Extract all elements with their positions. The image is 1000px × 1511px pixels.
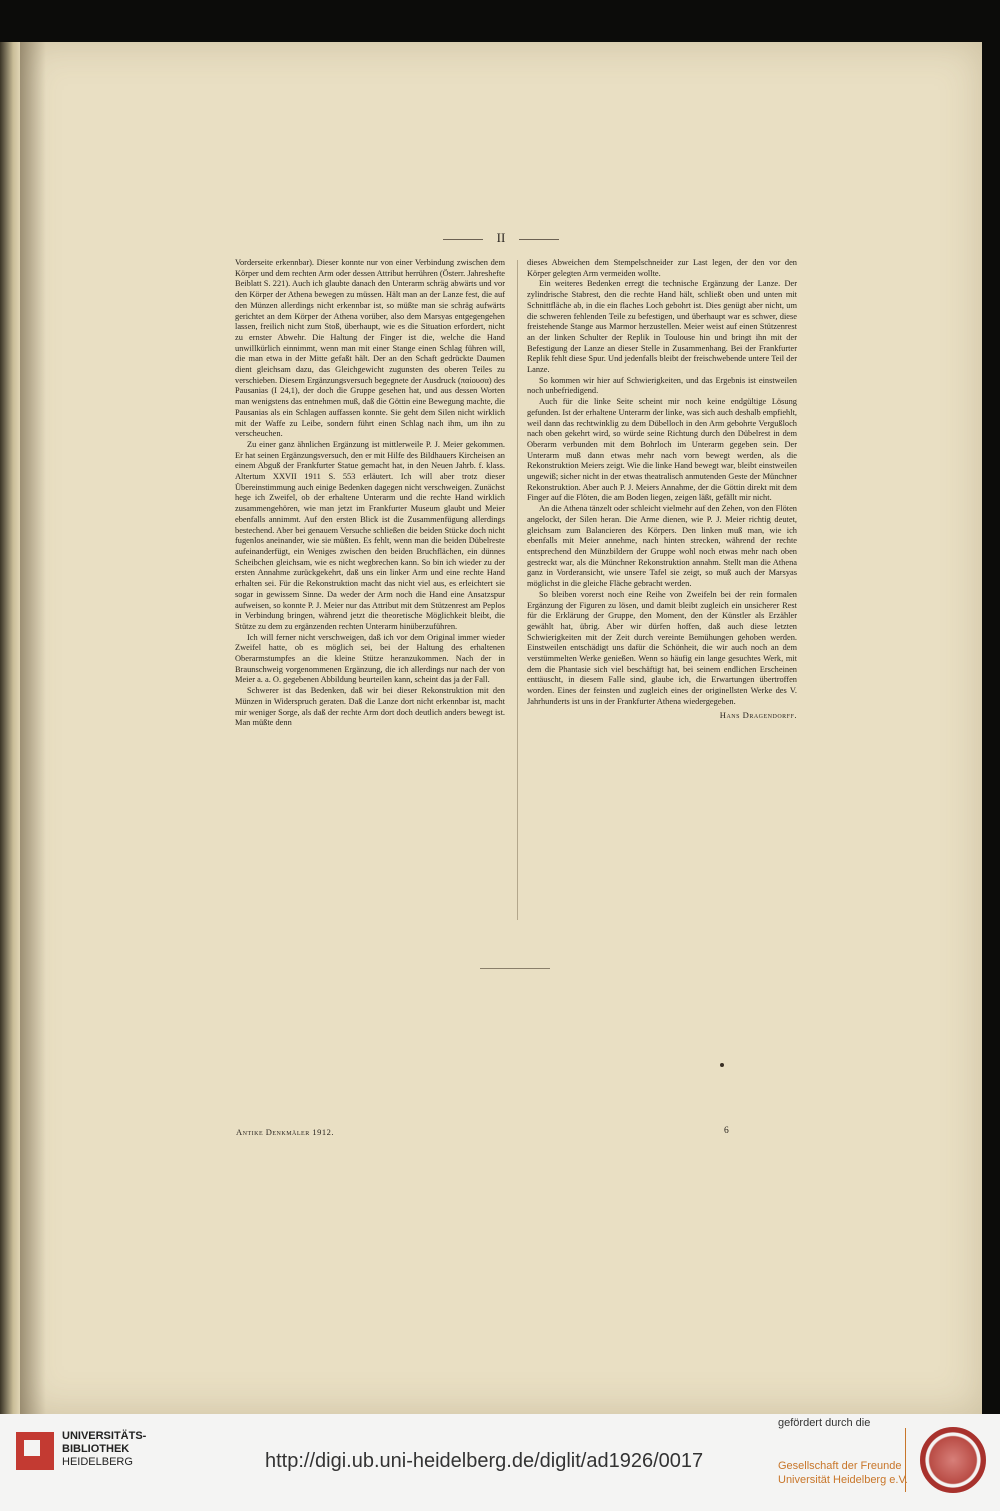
author-signature: Hans Dragendorff. <box>719 709 797 720</box>
paragraph: So kommen wir hier auf Schwierigkeiten, und das Ergebnis ist einstweilen noch unbefriedigend. <box>527 375 797 396</box>
left-column <box>235 258 505 729</box>
sponsor-divider <box>905 1428 906 1492</box>
library-name: UNIVERSITÄTS- BIBLIOTHEK HEIDELBERG <box>62 1430 147 1468</box>
permalink-url[interactable]: http://digi.ub.uni-heidelberg.de/diglit/ad1926/0017 <box>265 1450 704 1472</box>
paragraph: Ich will ferner nicht verschweigen, daß ich vor dem Original immer wieder Zweifel hatte, ob es möglich sei, bei der Haltung des erhaltenen Oberarmstumpfes an die kleine Stütze heranzukommen. Nach der in Braunschweig vorgenommenen Ergänzung, die ich allerdings nur nach der von Meier a. a. O. gegebenen Abbildung beurteilen kann, scheint das ja der Fall. <box>235 632 505 685</box>
university-library-logo-icon <box>16 1432 54 1470</box>
paragraph: dieses Abweichen dem Stempelschneider zur Last legen, der den vor den Körper gelegten Arm vermeiden wollte. <box>527 258 797 278</box>
paper-speck <box>720 1063 724 1067</box>
folio-number: 6 <box>724 1126 729 1136</box>
running-footer: Antike Denkmäler 1912. <box>236 1127 334 1137</box>
paragraph: An die Athena tänzelt oder schleicht vielmehr auf den Zehen, von den Flöten angelockt, der Silen heran. Die Arme dienen, wie P. J. Meier richtig deutet, gleichsam zum Balancieren des Körpers. Den linken muß man, wie ich ebenfalls mit Meier annehme, nach hinten strecken, während der rechte entsprechend den Münzbildern der Gruppe wohl noch etwas mehr nach oben gestreckt war, als die Münchner Rekonstruktion annahm. Stellt man die Athena ganz in Vorderansicht, wie unsere Tafel sie zeigt, so muß auch der Marsyas möglichst in die gleiche Fläche gebracht werden. <box>527 504 797 589</box>
page-edge <box>0 42 22 1414</box>
end-rule <box>480 968 550 969</box>
paragraph: Schwerer ist das Bedenken, daß wir bei dieser Rekonstruktion mit den Münzen in Widerspruch geraten. Daß die Lanze dort nicht erkennbar ist, macht mir weniger Sorge, als daß der rechte Arm dort doch deutlich anders bewegt ist. Man müßte denn <box>235 686 505 728</box>
paragraph: Ein weiteres Bedenken erregt die technische Ergänzung der Lanze. Der zylindrische Stabrest, den die rechte Hand hält, schließt oben und unten mit Schnittfläche ab, in die ein flaches Loch gebohrt ist. Dies genügt aber nicht, um die schweren fehlenden Teile zu befestigen, und überhaupt war es schwer, diese freistehende Stange aus Marmor herzustellen. Meier weist auf einen Stützenrest an der linken Schulter der Replik in Toulouse hin und bringt ihn mit der Befestigung der Lanze an dieser Stelle in Zusammenhang. Bei der Frankfurter Replik fehlt diese Spur. Und jedenfalls bleibt der freischwebende untere Teil der Lanze. <box>527 279 797 375</box>
spine-shadow <box>20 42 46 1414</box>
right-column <box>527 258 797 720</box>
paragraph: So bleiben vorerst noch eine Reihe von Zweifeln bei der rein formalen Ergänzung der Figuren zu lösen, und damit bleibt zugleich ein unsicherer Rest für die Erklärung der Gruppe, den Moment, den der Künstler als Erzähler gewählt hat, übrig. Aber wir dürfen hoffen, daß auch diese letzten Schwierigkeiten mit der Zeit durch vereinte Bemühungen gehoben werden. Einstweilen entschädigt uns dafür die Schönheit, die wir auch noch an dem verstümmelten Werke genießen. Wenn so häufig ein lange gesuchtes Werk, mit dem die Phantasie sich viel beschäftigt hat, bei seinem endlichen Erscheinen enttäuscht, in diesem Falle sind, glaube ich, die Erwartungen übertroffen worden. Eines der feinsten und zugleich eines der originellsten Werke des V. Jahrhunderts ist uns in der Frankfurter Athena wiedergegeben. <box>527 589 797 706</box>
sponsor-name[interactable]: Gesellschaft der Freunde Universität Heidelberg e.V. <box>778 1460 908 1486</box>
paragraph: Zu einer ganz ähnlichen Ergänzung ist mittlerweile P. J. Meier gekommen. Er hat seinen Ergänzungsversuch, den er mit Hilfe des Bildhauers Kircheisen an einem Abguß der Frankfurter Statue gemacht hat, in den Neuen Jahrb. f. klass. Altertum XXVII 1911 S. 553 erläutert. Ich will aber trotz dieser Übereinstimmung auch einige Bedenken dagegen nicht verschweigen. Zunächst hege ich Zweifel, ob der erhaltene Unterarm und die rechte Hand wirklich zusammengehören, wie man jetzt im Frankfurter Museum glaubt und Meier ebenfalls annimmt. Auf den ersten Blick ist die Zusammenfügung allerdings bestechend. Aber bei genauem Versuche schließen die beiden Stücke doch nicht fugenlos aneinander, wie sie müßten. Es fehlt, wenn man die beiden Dübelreste aufeinanderfügt, ein Weniges zwischen den beiden Bruchflächen, ein dünnes Scheibchen gleichsam, wie es nicht wegbrechen kann. So bin ich wieder zu der ersten Annahme zurückgekehrt, daß uns ein linker Arm und eine rechte Hand erhalten sei. Für die Rekonstruktion macht das nicht viel aus, es erleichtert sie sogar in gewissem Sinne. Da weder der Arm noch die Hand eine Ansatzspur aufweisen, so konnte P. J. Meier nur das Attribut mit dem Stützenrest am Peplos in Verbindung bringen, während jetzt die theoretische Möglichkeit bleibt, die Stütze zu dem zu ergänzenden rechten Unterarm hinüberzuführen. <box>235 439 505 631</box>
funded-by-label: gefördert durch die <box>778 1417 871 1429</box>
scanned-page <box>20 42 982 1414</box>
university-seal-icon <box>920 1427 986 1493</box>
paragraph: Auch für die linke Seite scheint mir noch keine endgültige Lösung gefunden. Ist der erhaltene Unterarm der linke, was sich auch deshalb empfiehlt, weil dann das rechtwinklig zu dem Dübelloch in den Arm gebohrte Vergußloch nach oben gekehrt wird, so würde seine Richtung durch den Dübelrest in dem Oberarm verbunden mit dem Bohrloch im Unterarm gegeben sein. Der Unterarm muß dann etwas mehr nach vorn bewegt werden, als die Rekonstruktion Meiers zeigt. Wie die linke Hand bewegt war, bleibt einstweilen ungewiß; sicher nicht in der etwas theatralisch anmutenden Geste der Münchner Rekonstruktion. Aber auch P. J. Meiers Annahme, der die Göttin direkt mit dem Finger auf die Flöten, die am Boden liegen, zeigen läßt, gefällt mir nicht. <box>527 397 797 503</box>
viewer-footer-bar <box>0 1414 1000 1511</box>
column-divider <box>517 260 518 920</box>
paragraph: Vorderseite erkennbar). Dieser konnte nur von einer Verbindung zwischen dem Körper und dem rechten Arm oder dessen Attribut herrühren (Österr. Jahreshefte Beiblatt S. 221). Auch ich glaubte danach den Unterarm schräg abwärts und vor den Körper der Athena bewegen zu müssen. Hält man an der Lanze fest, die auf den Münzen allerdings nicht erkennbar ist, so müßte man sie schräg aufwärts gerichtet an dem Körper der Athena vorüber, also dem Marsyas entgegengehen lassen, freilich nicht zum Stoß, überhaupt, wie es die Situation erfordert, nicht zu ernster Abwehr. Die Haltung der Finger ist die, welche die Hand unwillkürlich einnimmt, wenn man mit einer Stange einen Schlag führen will, die man etwa in der Mitte gefaßt hält. Der an den Schaft gedrückte Daumen dient gleichsam dazu, das Gleichgewicht zugunsten des oberen Teiles zu verschieben. Diesem Ergänzungsversuch begegnete der Ausdruck (παίουσα) des Pausanias (I 24,1), der doch die Gruppe gesehen hat, und aus dessen Worten man wenigstens das entnehmen muß, daß die Göttin eine Bewegung machte, die Pausanias als ein Schlagen auffassen konnte. Sie geht dem Silen nicht wirklich mit der Waffe zu Leibe, sondern führt einen Schlag nach ihm, um ihn zu verscheuchen. <box>235 258 506 439</box>
page-number: II <box>20 230 982 246</box>
